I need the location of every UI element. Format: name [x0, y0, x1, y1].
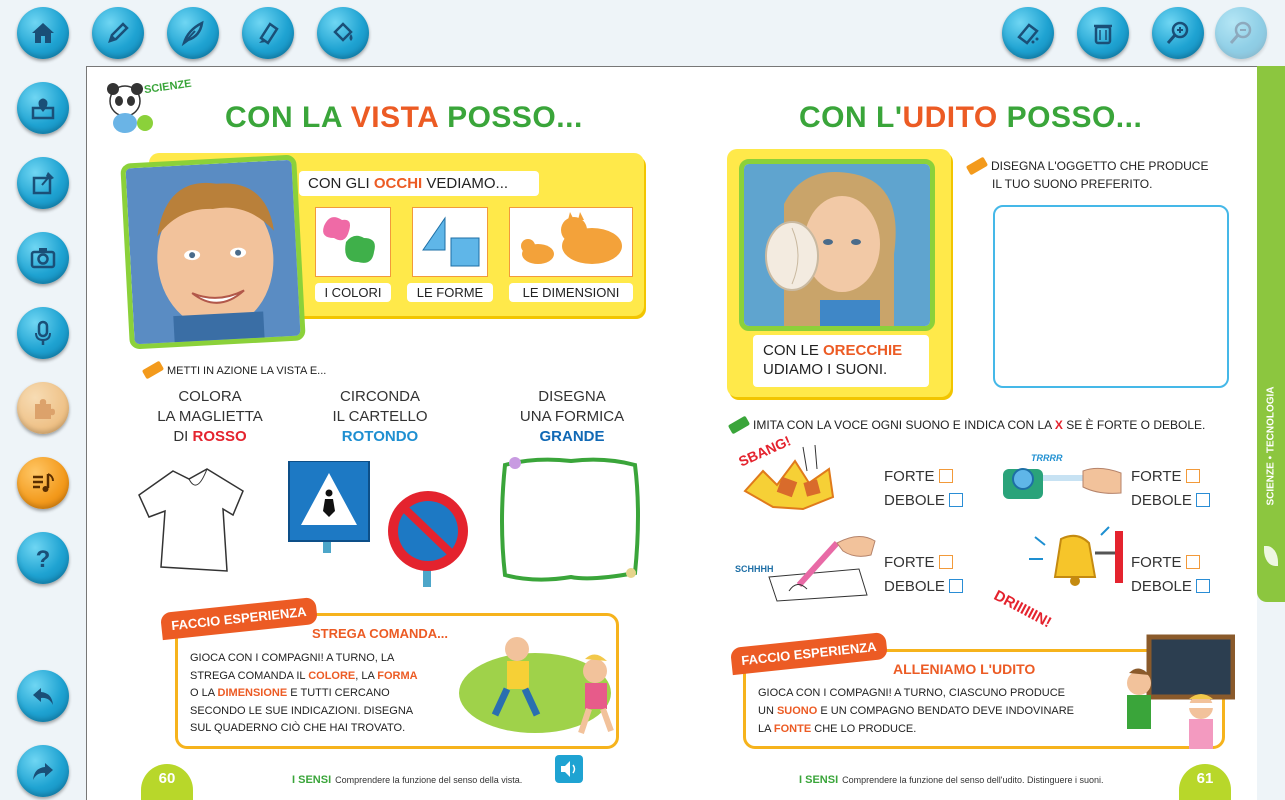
drawing-frame[interactable] [495, 453, 645, 592]
home-button[interactable] [17, 7, 69, 59]
bell-debole-checkbox[interactable] [1196, 579, 1210, 593]
undo-icon [28, 681, 58, 711]
sbang-options: FORTE DEBOLE [884, 465, 963, 513]
task-color-shirt: COLORA LA MAGLIETTA DI ROSSO [157, 388, 263, 445]
writing-forte-checkbox[interactable] [939, 555, 953, 569]
pencil-marker-icon [728, 416, 750, 435]
puzzle-button[interactable] [17, 382, 69, 434]
microphone-button[interactable] [17, 307, 69, 359]
right-footer: I SENSI Comprendere la funzione del senso dell'udito. Distinguere i suoni. [799, 774, 1104, 786]
feather-pen-button[interactable] [167, 7, 219, 59]
label-shapes: LE FORME [407, 283, 493, 302]
home-icon [28, 18, 58, 48]
speaker-icon [555, 755, 583, 783]
zoom-out-icon [1226, 18, 1256, 48]
camera-button[interactable] [17, 232, 69, 284]
zoom-out-button[interactable] [1215, 7, 1267, 59]
writing-options: FORTE DEBOLE [884, 551, 963, 599]
tshirt-outline[interactable] [135, 461, 255, 586]
sound-instruction: IMITA CON LA VOCE OGNI SUONO E INDICA CON LA X SE È FORTE O DEBOLE. [729, 418, 1205, 432]
redo-button[interactable] [17, 745, 69, 797]
sbang-word: SBANG! [736, 432, 794, 470]
music-playlist-button[interactable] [17, 457, 69, 509]
left-page-number: 60 [141, 764, 193, 800]
sbang-forte-checkbox[interactable] [939, 469, 953, 483]
left-experience-tag: FACCIO ESPERIENZA [160, 597, 318, 640]
paint-bucket-icon [328, 18, 358, 48]
eraser-button[interactable] [1002, 7, 1054, 59]
tape-options: FORTE DEBOLE [1131, 465, 1210, 513]
tape-debole-checkbox[interactable] [1196, 493, 1210, 507]
trash-icon [1088, 18, 1118, 48]
sbang-debole-checkbox[interactable] [949, 493, 963, 507]
bell-options: FORTE DEBOLE [1131, 551, 1210, 599]
right-page-title: CON L'UDITO POSSO... [799, 101, 1143, 134]
eraser-icon [1013, 18, 1043, 48]
subject-badge: SCIENZE [143, 77, 193, 97]
sticky-note-button[interactable] [17, 157, 69, 209]
left-experience-title: STREGA COMANDA... [312, 626, 449, 641]
blindfold-game-illustration [1109, 633, 1235, 756]
svg-text:?: ? [35, 546, 51, 573]
microphone-icon [28, 318, 58, 348]
eyes-box-text: CON GLI OCCHI VEDIAMO... [299, 171, 539, 196]
tape-forte-checkbox[interactable] [1186, 469, 1200, 483]
draw-instruction: DISEGNA L'OGGETTO CHE PRODUCE IL TUO SUONO PREFERITO. [967, 157, 1208, 193]
zoom-in-icon [1163, 18, 1193, 48]
undo-button[interactable] [17, 670, 69, 722]
right-experience-tag: FACCIO ESPERIENZA [730, 632, 888, 675]
label-sizes: LE DIMENSIONI [509, 283, 633, 302]
trash-button[interactable] [1077, 7, 1129, 59]
pencil-marker-icon [142, 361, 164, 380]
writing-word: SCHHHH [735, 564, 774, 574]
puzzle-icon [28, 393, 58, 423]
audio-puzzle-button[interactable] [555, 755, 583, 783]
help-button[interactable] [17, 532, 69, 584]
highlighter-button[interactable] [242, 7, 294, 59]
girl-photo [739, 159, 935, 331]
bell-word: DRIIIIIIN! [991, 587, 1055, 632]
camera-icon [28, 243, 58, 273]
music-list-icon [28, 468, 58, 498]
shapes-card [412, 207, 488, 277]
book-spread [86, 66, 1257, 800]
bell-forte-checkbox[interactable] [1186, 555, 1200, 569]
right-page-number: 61 [1179, 764, 1231, 800]
pencil-marker-icon [966, 157, 988, 176]
map-pin-icon [28, 93, 58, 123]
zoom-in-button[interactable] [1152, 7, 1204, 59]
left-page-title: CON LA VISTA POSSO... [225, 101, 583, 134]
ears-caption: CON LE ORECCHIE UDIAMO I SUONI. [753, 335, 929, 387]
map-pin-button[interactable] [17, 82, 69, 134]
task-circle-sign: CIRCONDA IL CARTELLO ROTONDO [332, 388, 428, 445]
label-colors: I COLORI [315, 283, 391, 302]
feather-icon [178, 18, 208, 48]
vista-instruction: METTI IN AZIONE LA VISTA E... [143, 363, 326, 377]
boy-photo [120, 155, 305, 350]
tape-word: TRRRR [1031, 453, 1063, 463]
right-experience-text: GIOCA CON I COMPAGNI! A TURNO, CIASCUNO PRODUCE UN SUONO E UN COMPAGNO BENDATO DEVE INDOVINARE LA FONTE CHE LO PRODUCE. [758, 687, 1075, 735]
children-running-illustration [455, 619, 635, 742]
pedestrian-sign[interactable] [287, 461, 371, 558]
subject-side-tab[interactable]: SCIENZE • TECNOLOGIA [1257, 66, 1285, 602]
no-parking-sign[interactable] [385, 489, 471, 592]
pencil-icon [103, 18, 133, 48]
left-footer: I SENSI Comprendere la funzione del senso della vista. [292, 774, 523, 786]
leaf-icon [1264, 546, 1278, 566]
question-icon [28, 543, 58, 573]
highlighter-icon [253, 18, 283, 48]
writing-illustration [759, 529, 881, 608]
right-experience-title: ALLENIAMO L'UDITO [893, 661, 1036, 677]
redo-icon [28, 756, 58, 786]
draw-area[interactable] [993, 205, 1229, 388]
bell-illustration [1021, 523, 1127, 604]
note-pin-icon [28, 168, 58, 198]
sizes-card [509, 207, 633, 277]
writing-debole-checkbox[interactable] [949, 579, 963, 593]
task-draw-ant: DISEGNA UNA FORMICA GRANDE [519, 388, 625, 445]
pencil-button[interactable] [92, 7, 144, 59]
paint-bucket-button[interactable] [317, 7, 369, 59]
colors-card [315, 207, 391, 277]
left-experience-text: GIOCA CON I COMPAGNI! A TURNO, LA STREGA COMANDA IL COLORE, LA FORMA O LA DIMENSIONE E TUTTI CERCANO SECONDO LE SUE INDICAZIONI. DISEGNA SUL QUADERNO CIÒ CHE HAI TROVATO. [190, 652, 418, 734]
